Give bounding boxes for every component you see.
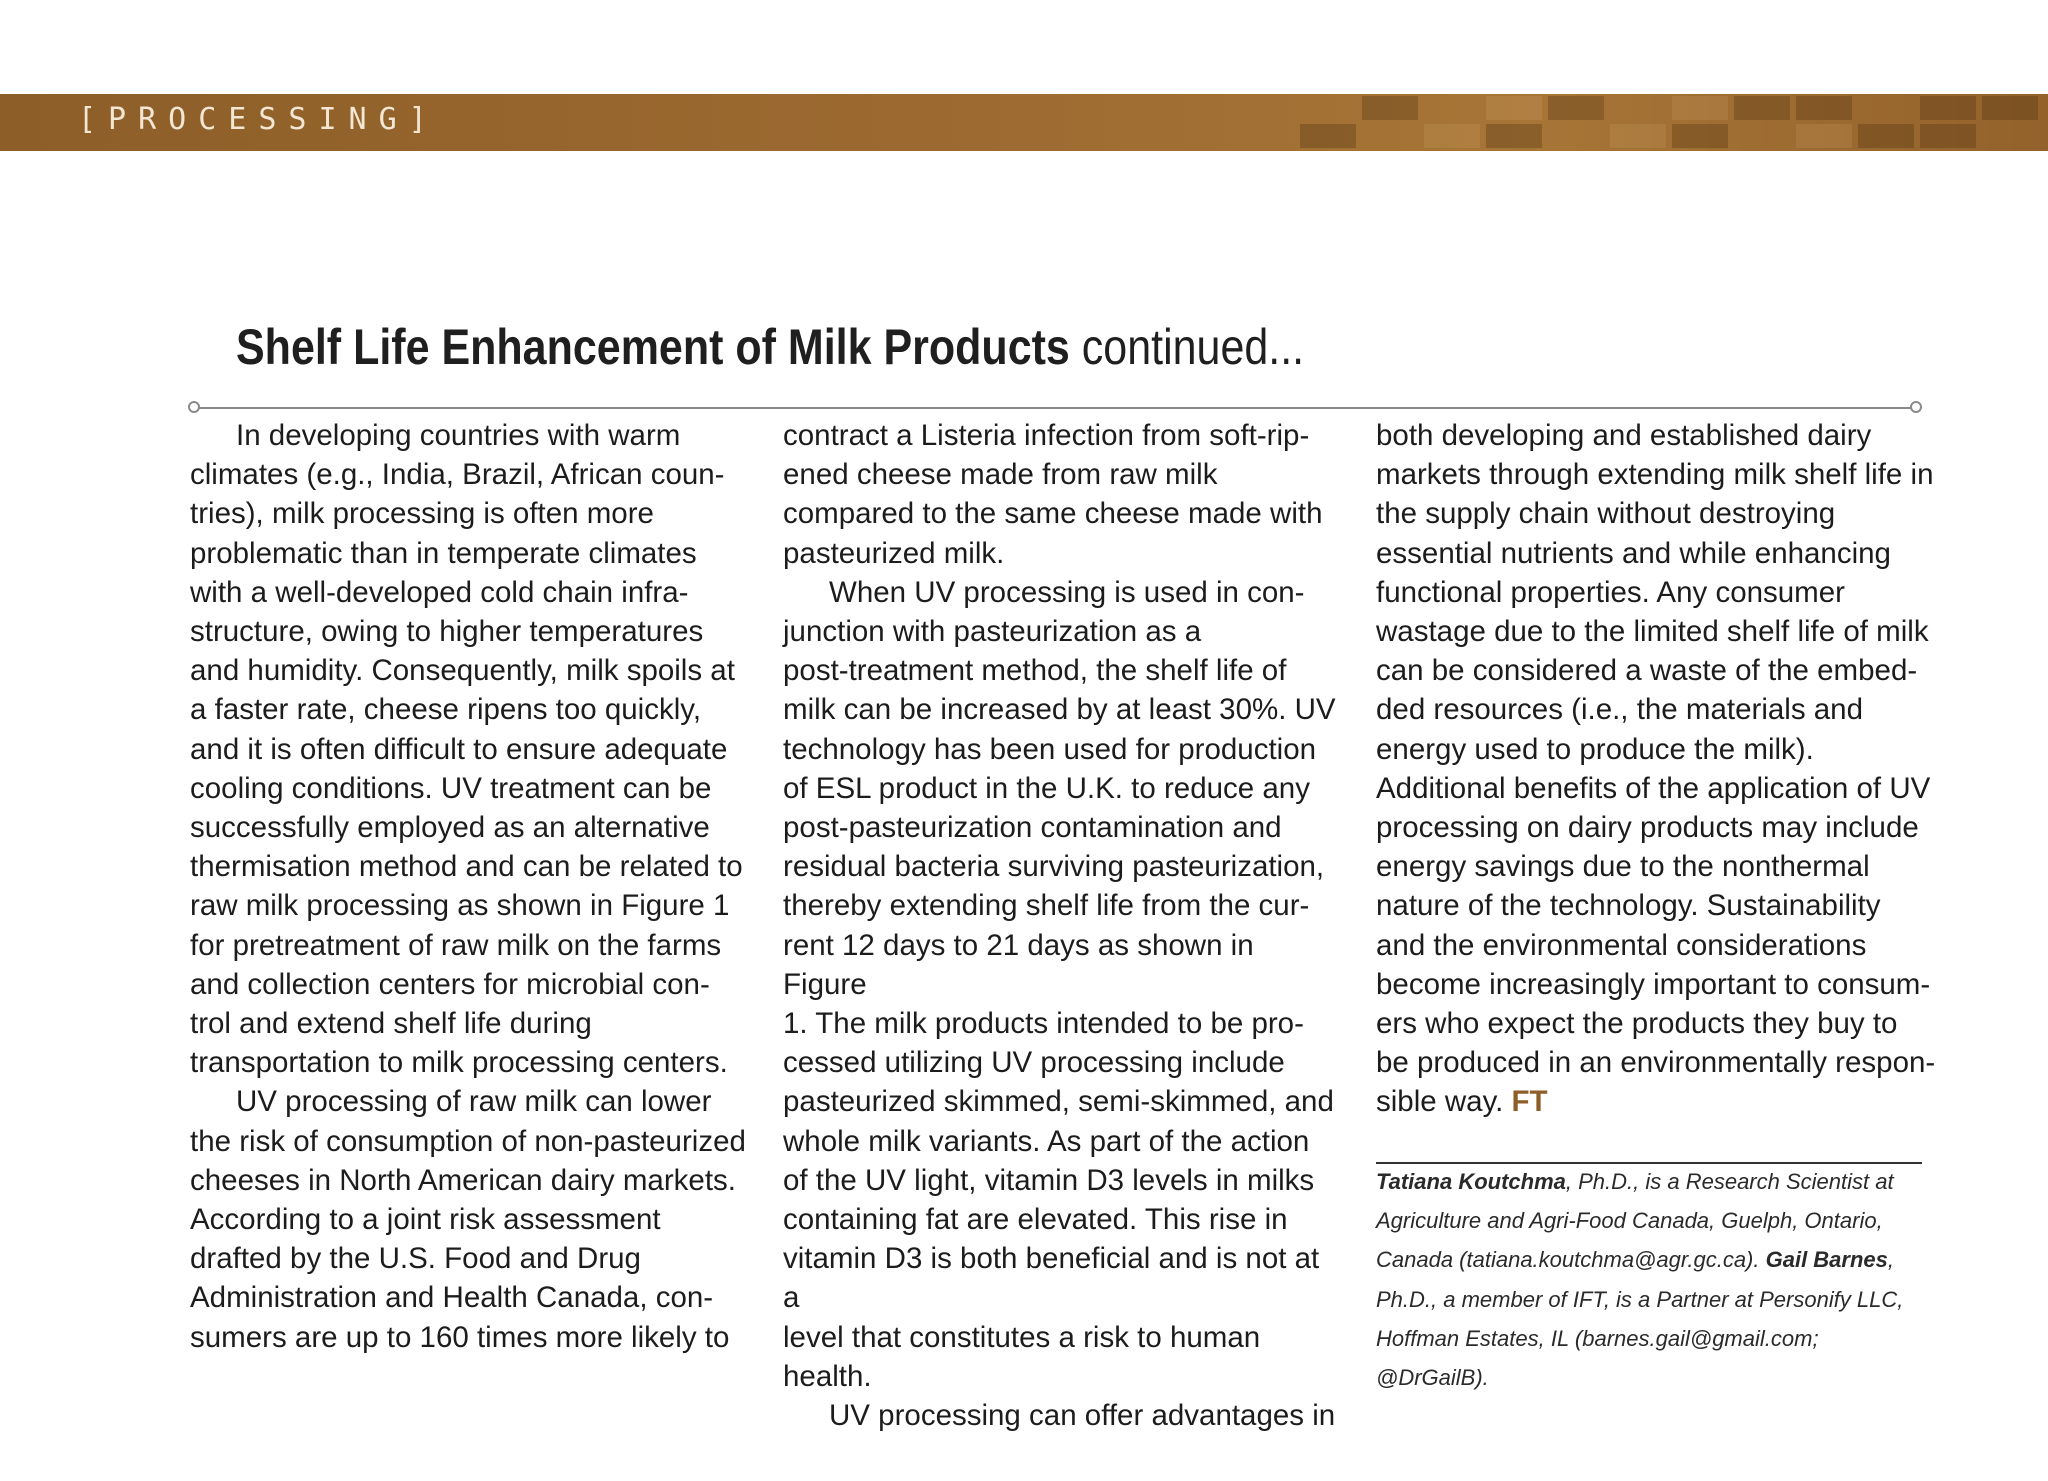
text-column-2 bbox=[783, 416, 1343, 1435]
article-title bbox=[236, 318, 1304, 376]
article-title-continued: continued... bbox=[1069, 319, 1305, 375]
banner-tile bbox=[1362, 96, 1418, 120]
banner-tile bbox=[1610, 124, 1666, 148]
author-name-1: Tatiana Koutchma bbox=[1376, 1169, 1566, 1194]
paragraph: When UV processing is used in con- junction with pasteurization as a post-treatment method, the shelf life of milk can be increased by at least 30%. UV technology has been used for production of ESL product in the U.K. to reduce any post-pasteurization contamination and residual bacteria surviving pasteurization, thereby extending shelf life from the cur- rent 12 days to 21 days as shown in Figure 1. The milk products intended to be pro- cessed utilizing UV processing include pasteurized skimmed, semi-skimmed, and whole milk variants. As part of the action of the UV light, vitamin D3 levels in milks containing fat are elevated. This rise in vitamin D3 is both beneficial and is not at a level that constitutes a risk to human health. bbox=[783, 575, 1336, 1393]
text-column-1 bbox=[190, 416, 750, 1357]
divider-end-left bbox=[188, 401, 200, 413]
section-label: [PROCESSING] bbox=[78, 102, 439, 137]
banner-tile bbox=[1486, 124, 1542, 148]
paragraph: UV processing can offer advantages in bbox=[829, 1399, 1336, 1433]
paragraph: contract a Listeria infection from soft-rip- ened cheese made from raw milk compared to the same cheese made with pasteurized milk. bbox=[783, 419, 1323, 570]
banner-tile bbox=[1796, 124, 1852, 148]
bio-text: Tatiana Koutchma, Ph.D., is a Research Scientist at Agriculture and Agri-Food Canada, Guelph, Ontario, Canada (tatiana.koutchma@agr.gc.ca). Gail Barnes, Ph.D., a member of IFT, is a Partner at Personify LLC, Hoffman Estates, IL (barnes.gail@gmail.com; @DrGailB). bbox=[1376, 1169, 1904, 1391]
paragraph: both developing and established dairy markets through extending milk shelf life in the supply chain without destroying essential nutrients and while enhancing functional properties. Any consumer wastage due to the limited shelf life of milk can be considered a waste of the embed- ded resources (i.e., the materials and energy used to produce the milk). Additional benefits of the application of UV processing on dairy products may include energy savings due to the nonthermal nature of the technology. Sustainability and the environmental considerations become increasingly important to consum- ers who expect the products they buy to be produced in an environmentally respon- sible way. FT bbox=[1376, 419, 1936, 1119]
paragraph: In developing countries with warm climates (e.g., India, Brazil, African coun- tries), milk processing is often more problematic than in temperate climates with a well-developed cold chain infra- structure, owing to higher temperatures and humidity. Consequently, milk spoils at a faster rate, cheese ripens too quickly, and it is often difficult to ensure adequate cooling conditions. UV treatment can be successfully employed as an alternative thermisation method and can be related to raw milk processing as shown in Figure 1 for pretreatment of raw milk on the farms and collection centers for microbial con- trol and extend shelf life during transportation to milk processing centers. bbox=[190, 419, 743, 1080]
banner-tile bbox=[1672, 96, 1728, 120]
article-title-main: Shelf Life Enhancement of Milk Products bbox=[236, 319, 1070, 375]
author-bio bbox=[1376, 1162, 1936, 1397]
section-banner bbox=[0, 94, 2048, 151]
end-mark-ft: FT bbox=[1511, 1085, 1548, 1119]
banner-tile bbox=[1300, 124, 1356, 148]
banner-tile bbox=[1920, 124, 1976, 148]
title-divider bbox=[194, 407, 1916, 409]
banner-tile bbox=[1548, 96, 1604, 120]
banner-tile-pattern bbox=[1280, 94, 2048, 151]
banner-tile bbox=[1424, 124, 1480, 148]
banner-tile bbox=[1486, 96, 1542, 120]
author-name-2: Gail Barnes bbox=[1765, 1247, 1888, 1273]
banner-tile bbox=[1858, 124, 1914, 148]
banner-tile bbox=[1796, 96, 1852, 120]
divider-end-right bbox=[1910, 401, 1922, 413]
banner-tile bbox=[1982, 96, 2038, 120]
banner-tile bbox=[1734, 96, 1790, 120]
banner-tile bbox=[1672, 124, 1728, 148]
text-column-3 bbox=[1376, 416, 1936, 1122]
banner-tile bbox=[1920, 96, 1976, 120]
paragraph: UV processing of raw milk can lower the risk of consumption of non-pasteurized cheeses in North American dairy markets. According to a joint risk assessment drafted by the U.S. Food and Drug Administration and Health Canada, con- sumers are up to 160 times more likely to bbox=[190, 1085, 746, 1354]
